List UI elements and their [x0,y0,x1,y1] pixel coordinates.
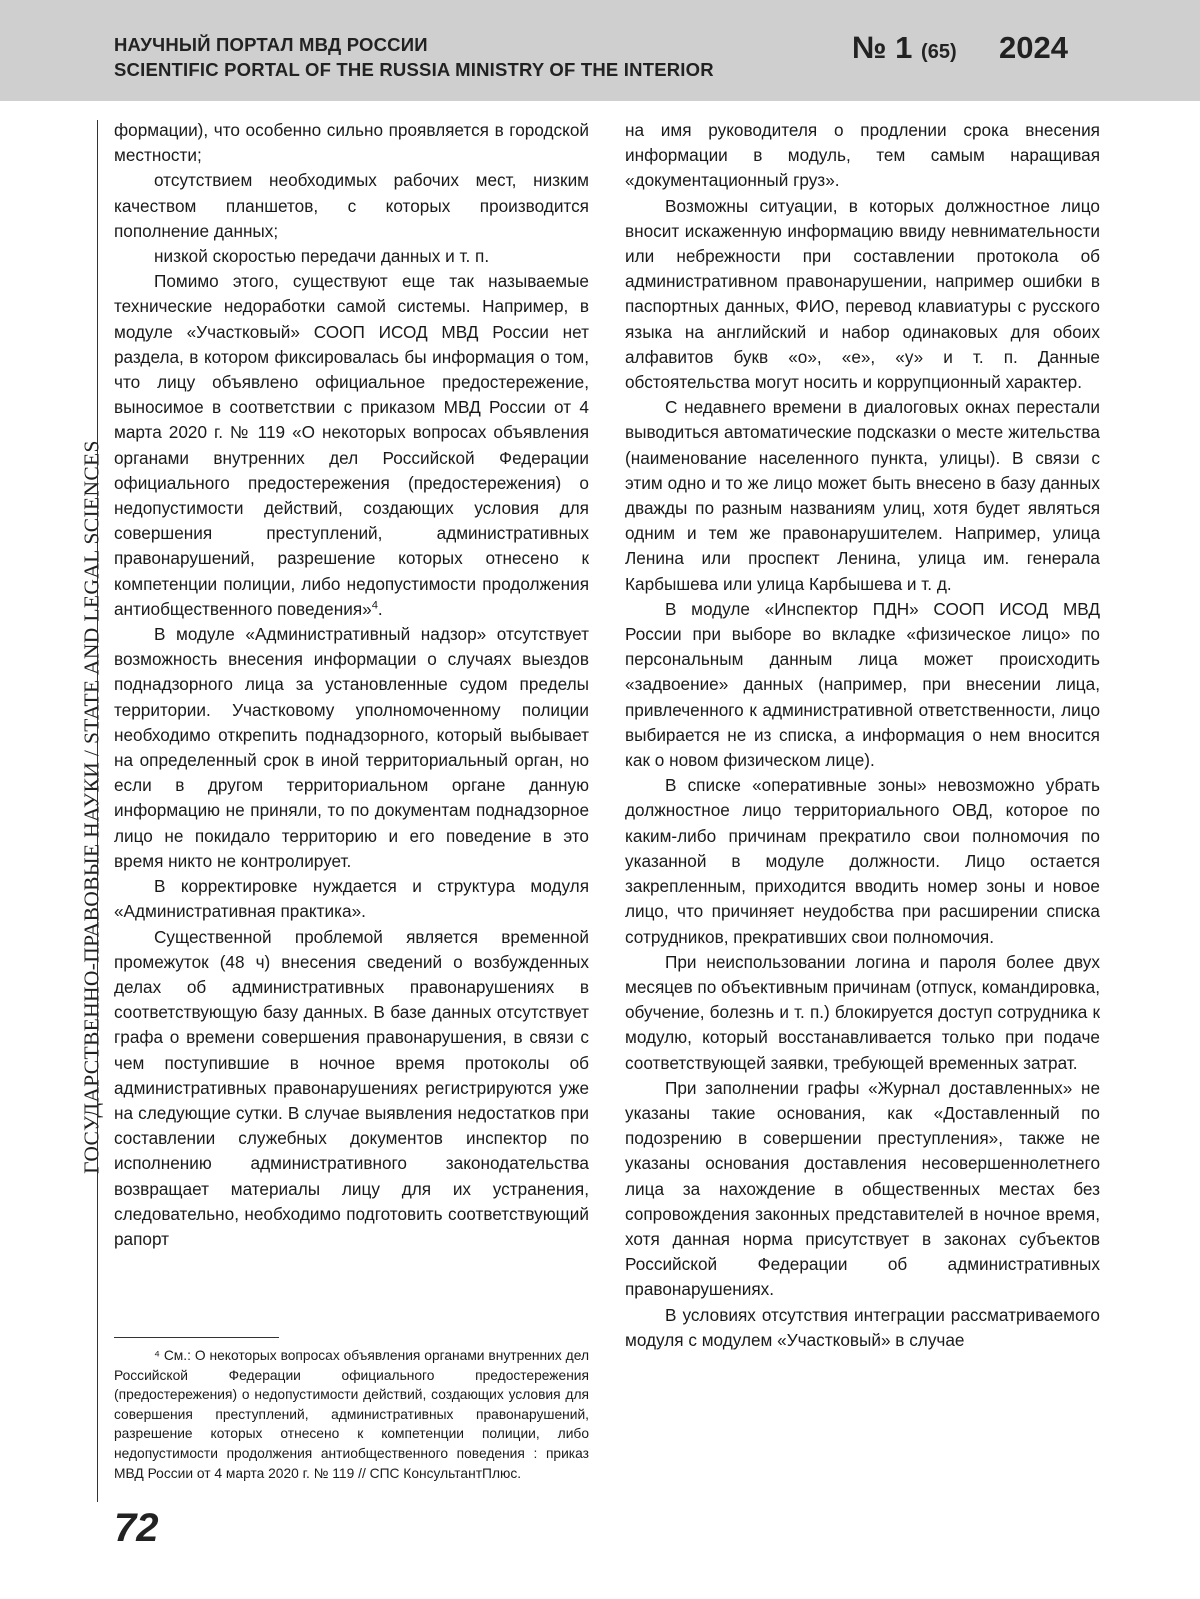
footnote-rule [114,1337,279,1338]
journal-title-en: SCIENTIFIC PORTAL OF THE RUSSIA MINISTRY OF THE INTERIOR [114,59,714,80]
paragraph: При заполнении графы «Журнал доставленных» не указаны такие основания, как «Доставленный по подозрению в совершении преступления», также не указаны основания доставления несовершеннолетнего лица за нахождение в общественных местах без сопровождения законных представителей в ночное время, хотя данная норма присутствует в законах субъектов Российской Федерации об административных правонарушениях. [625,1077,1100,1300]
paragraph: Существенной проблемой является временной промежуток (48 ч) внесения сведений о возбужденных делах об административных правонарушениях в соответствующую базу данных. В базе данных отсутствует графа о времени совершения правонарушения, в связи с чем поступившие в ночное время протоколы об административных правонарушениях регистрируются уже на следующие сутки. В случае выявления недостатков при составлении служебных документов инспектор по исполнению административного законодательства возвращает материалы лицу для их устранения, следовательно, необходимо подготовить соответствующий рапорт [114,926,589,1249]
paragraph: В корректировке нуждается и структура модуля «Административная практика». [114,876,589,922]
footnote-ref[interactable]: 4 [371,599,378,612]
left-column [114,118,589,1252]
issue-number [852,30,957,66]
paragraph: В условиях отсутствия интеграции рассматриваемого модуля с модулем «Участковый» в случае [625,1304,1100,1350]
paragraph: В модуле «Административный надзор» отсутствует возможность внесения информации о случаях выездов поднадзорного лица за установленные судом пределы территории. Участковому уполномоченному полиции необходимо открепить поднадзорного, который выбывает на определенный срок в иной территориальный орган, но если в другом территориальном органе данную информацию не приняли, то по документам поднадзорное лицо не покидало территорию и его поведение в это время никто не контролирует. [114,624,589,871]
section-side-label: ГОСУДАРСТВЕННО-ПРАВОВЫЕ НАУКИ / STATE AND LEGAL SCIENCES [79,440,104,1174]
paragraph: При неиспользовании логина и пароля более двух месяцев по объективным причинам (отпуск, командировка, обучение, болезнь и т. п.) блокируется доступ сотрудника к модулю, который восстанавливается только при подаче соответствующей заявки, требующей временных затрат. [625,951,1100,1073]
paragraph: низкой скоростью передачи данных и т. п. [154,246,490,267]
page-number: 72 [114,1506,159,1550]
paragraph: формации), что особенно сильно проявляется в городской местности; [114,120,589,166]
footnote: ⁴ См.: О некоторых вопросах объявления органами внутренних дел Российской Федерации официального предостережения (предостережения) о недопустимости действий, создающих условия для совершения преступлений, административных правонарушений, разрешение которых отнесено к компетенции полиции, либо недопустимости продолжения антиобщественного поведения : приказ МВД России от 4 марта 2020 г. № 119 // СПС КонсультантПлюс. [114,1348,589,1481]
paragraph: Помимо этого, существуют еще так называемые технические недоработки самой системы. Например, в модуле «Участковый» СООП ИСОД МВД России нет раздела, в котором фиксировалась бы информация о том, что лицу объявлено официальное предостережение, выносимое в соответствии с приказом МВД России от 4 марта 2020 г. № 119 «О некоторых вопросах объявления органами внутренних дел Российской Федерации официального предостережения (предостережения) о недопустимости действий, создающих условия для совершения преступлений, административных правонарушений, разрешение которых отнесено к компетенции полиции, либо недопустимости продолжения антиобщественного поведения»$^4$. [114,271,589,619]
paragraph: В модуле «Инспектор ПДН» СООП ИСОД МВД России при выборе во вкладке «физическое лицо» по персональным данным лица может происходить «задвоение» данных (например, при внесении лица, привлеченного к административной ответственности, лицо выбирается не из списка, а информация о нем вносится как о новом физическом лице). [625,598,1100,771]
paragraph-text: Помимо этого, существуют еще так называемые технические недоработки самой системы. Например, в модуле «Участковый» СООП ИСОД МВД России нет раздела, в котором фиксировалась бы информация о том, что лицу объявлено официальное предостережение, выносимое в соответствии с приказом МВД России от 4 марта 2020 г. № 119 «О некоторых вопросах объявления органами внутренних дел Российской Федерации официального предостережения (предостережения) о недопустимости действий, создающих условия для совершения преступлений, административных правонарушений, разрешение которых отнесено к компетенции полиции, либо недопустимости продолжения антиобщественного поведения» [114,271,589,619]
paragraph: В списке «оперативные зоны» невозможно убрать должностное лицо территориального ОВД, которое по каким-либо причинам прекратило свои полномочия по указанной в модуле должности. Лицо остается закрепленным, приходится вводить номер зоны и новое лицо, что причиняет неудобства при расширении списка сотрудников, прекративших свои полномочия. [625,775,1100,947]
journal-header [0,0,1200,101]
paragraph: Возможны ситуации, в которых должностное лицо вносит искаженную информацию ввиду невнимательности или небрежности при составлении протокола об административном правонарушении, например ошибки в паспортных данных, ФИО, перевод клавиатуры с русского языка на английский и набор одинаковых для обоих алфавитов букв «о», «е», «у» и т. п. Данные обстоятельства могут носить и коррупционный характер. [625,195,1100,393]
right-column [625,118,1100,1353]
issue-number-sub: (65) [921,41,957,63]
paragraph: на имя руководителя о продлении срока внесения информации в модуль, тем самым наращивая «документационный груз». [625,120,1100,191]
issue-number-main: № 1 [852,30,913,65]
paragraph: С недавнего времени в диалоговых окнах перестали выводиться автоматические подсказки о месте жительства (наименование населенного пункта, улицы). В связи с этим одно и то же лицо может быть внесено в базу данных дважды по разным названиям улиц, хотя будет являться одним и тем же правонарушителем. Например, улица Ленина или проспект Ленина, улица им. генерала Карбышева или улица Карбышева и т. д. [625,397,1100,594]
issue-year: 2024 [999,30,1068,65]
paragraph: отсутствием необходимых рабочих мест, низким качеством планшетов, с которых производится пополнение данных; [114,170,589,241]
journal-title-ru: НАУЧНЫЙ ПОРТАЛ МВД РОССИИ [114,34,428,55]
